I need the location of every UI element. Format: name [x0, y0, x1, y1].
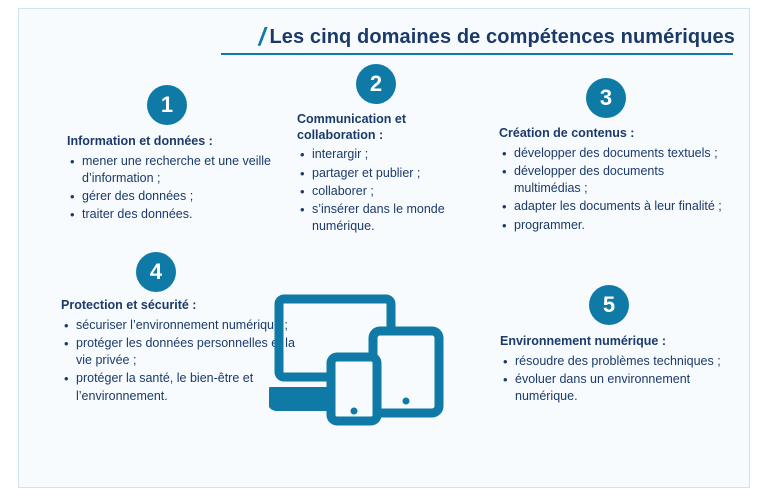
badge-domain-5: 5: [589, 285, 629, 325]
infographic-poster: [18, 8, 750, 488]
domain-4-heading: Protection et sécurité :: [61, 298, 197, 312]
badge-domain-1: 1: [147, 85, 187, 125]
list-item: • développer des documents multimédias ;: [514, 163, 724, 198]
list-item: • sécuriser l’environnement numérique ;: [76, 317, 306, 334]
domain-block-5: [500, 334, 730, 406]
domain-1-heading: Information et données :: [67, 134, 213, 148]
domain-block-2: [297, 112, 477, 237]
list-item: • protéger les données personnelles et la vie privée ;: [76, 335, 306, 370]
domain-1-list: [67, 153, 282, 224]
domain-3-heading: Création de contenus :: [499, 126, 635, 140]
title-underline: [221, 53, 733, 55]
domain-5-list: [500, 353, 730, 406]
list-item: • développer des documents textuels ;: [514, 145, 724, 162]
domain-block-1: [67, 134, 282, 225]
list-item: • évoluer dans un environnement numérique.: [515, 371, 730, 406]
list-item: • collaborer ;: [312, 183, 477, 200]
list-item: • programmer.: [514, 217, 724, 234]
badge-domain-4: 4: [136, 252, 176, 292]
list-item: • protéger la santé, le bien-être et l’environnement.: [76, 370, 306, 405]
list-item: • mener une recherche et une veille d’information ;: [82, 153, 282, 188]
list-item: • adapter les documents à leur finalité ;: [514, 198, 724, 215]
list-item: • interargir ;: [312, 146, 477, 163]
poster-title: [19, 19, 751, 55]
domain-3-list: [499, 145, 724, 234]
badge-domain-2: 2: [356, 64, 396, 104]
list-item: • résoudre des problèmes techniques ;: [515, 353, 730, 370]
page-title: Les cinq domaines de compétences numériques: [269, 25, 735, 48]
badge-domain-3: 3: [586, 78, 626, 118]
title-slash-icon: /: [258, 22, 266, 51]
devices-illustration: [269, 289, 484, 459]
domain-2-list: [297, 146, 477, 235]
list-item: • s’insérer dans le monde numérique.: [312, 201, 477, 236]
domain-2-heading: Communication et collaboration :: [297, 112, 407, 142]
list-item: • gérer des données ;: [82, 188, 282, 205]
list-item: • partager et publier ;: [312, 165, 477, 182]
domain-5-heading: Environnement numérique :: [500, 334, 666, 348]
list-item: • traiter des données.: [82, 206, 282, 223]
domain-block-3: [499, 126, 724, 235]
